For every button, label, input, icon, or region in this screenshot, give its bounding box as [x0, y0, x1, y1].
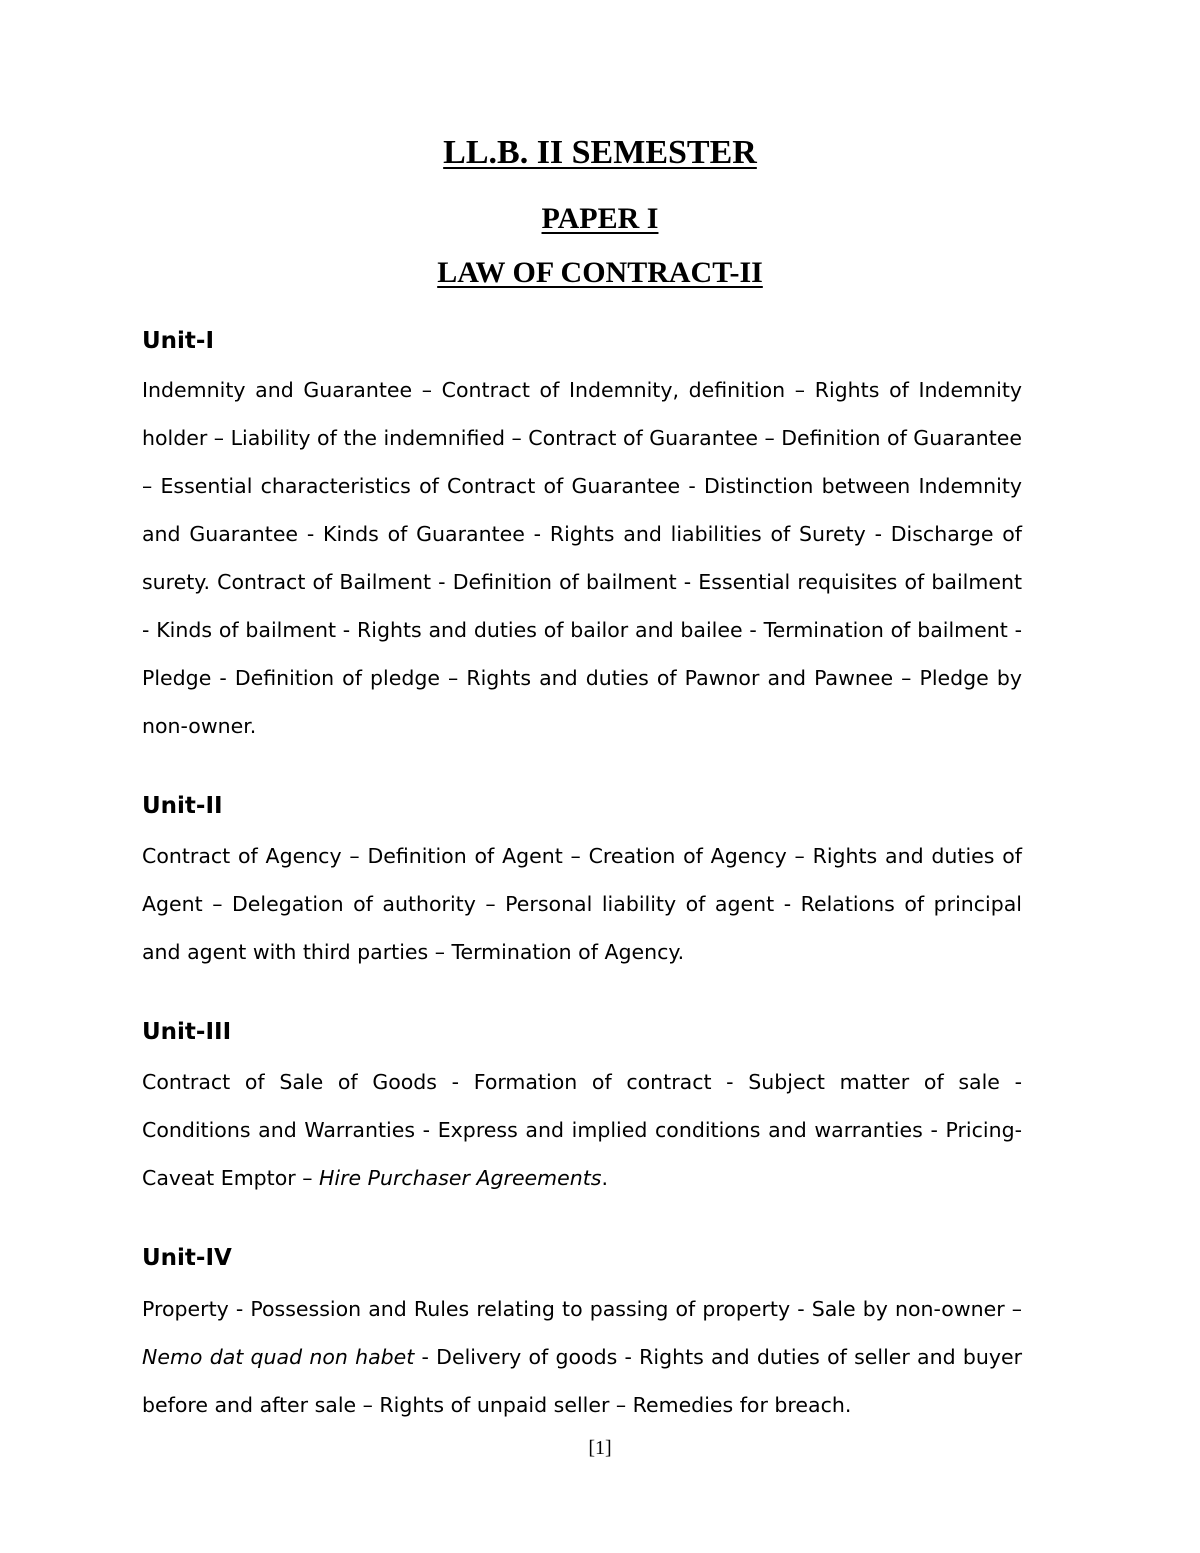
text-run: - Delivery of goods - Rights and duties of seller and buyer before and after sale – Rights of unpaid seller – Remedies for breach.	[142, 1345, 1023, 1417]
unit-2-text	[142, 832, 1022, 976]
course-title: LL.B. II SEMESTER	[443, 134, 757, 171]
text-run: Property - Possession and Rules relating to passing of property - Sale by non-owner –	[142, 1297, 1022, 1321]
unit-4-heading: Unit-IV	[142, 1245, 232, 1271]
text-run: Contract of Sale of Goods - Formation of contract - Subject matter of sale - Conditions and Warranties - Express and implied conditions and warranties - Pricing- Caveat Emptor –	[142, 1070, 1022, 1190]
unit-1-text	[142, 366, 1022, 750]
unit-1-heading: Unit-I	[142, 328, 215, 354]
paper-title: PAPER I	[541, 202, 659, 235]
unit-3-heading: Unit-III	[142, 1019, 232, 1045]
page-number: [1]	[588, 1437, 612, 1459]
subject-title: LAW OF CONTRACT-II	[437, 256, 763, 289]
unit-3-text	[142, 1058, 1022, 1202]
text-run: .	[601, 1166, 608, 1190]
unit-2-heading: Unit-II	[142, 793, 223, 819]
italic-term: Nemo dat quad non habet	[142, 1345, 415, 1369]
text-run: Contract of Agency – Definition of Agent – Creation of Agency – Rights and duties of Agent – Delegation of authority – Personal liability of agent - Relations of principal and agent with third parties – Termination of Agency.	[142, 844, 1022, 964]
text-run: Indemnity and Guarantee – Contract of Indemnity, definition – Rights of Indemnity holder – Liability of the indemnified – Contract of Guarantee – Definition of Guarantee – Essential characteristics of Contract of Guarantee - Distinction between Indemnity and Guarantee - Kinds of Guarantee - Rights and liabilities of Surety - Discharge of surety. Contract of Bailment - Definition of bailment - Essential requisites of bailment - Kinds of bailment - Rights and duties of bailor and bailee - Termination of bailment - Pledge - Definition of pledge – Rights and duties of Pawnor and Pawnee – Pledge by non-owner.	[142, 378, 1022, 738]
italic-term: Hire Purchaser Agreements	[318, 1166, 602, 1190]
unit-4-text	[142, 1285, 1022, 1429]
